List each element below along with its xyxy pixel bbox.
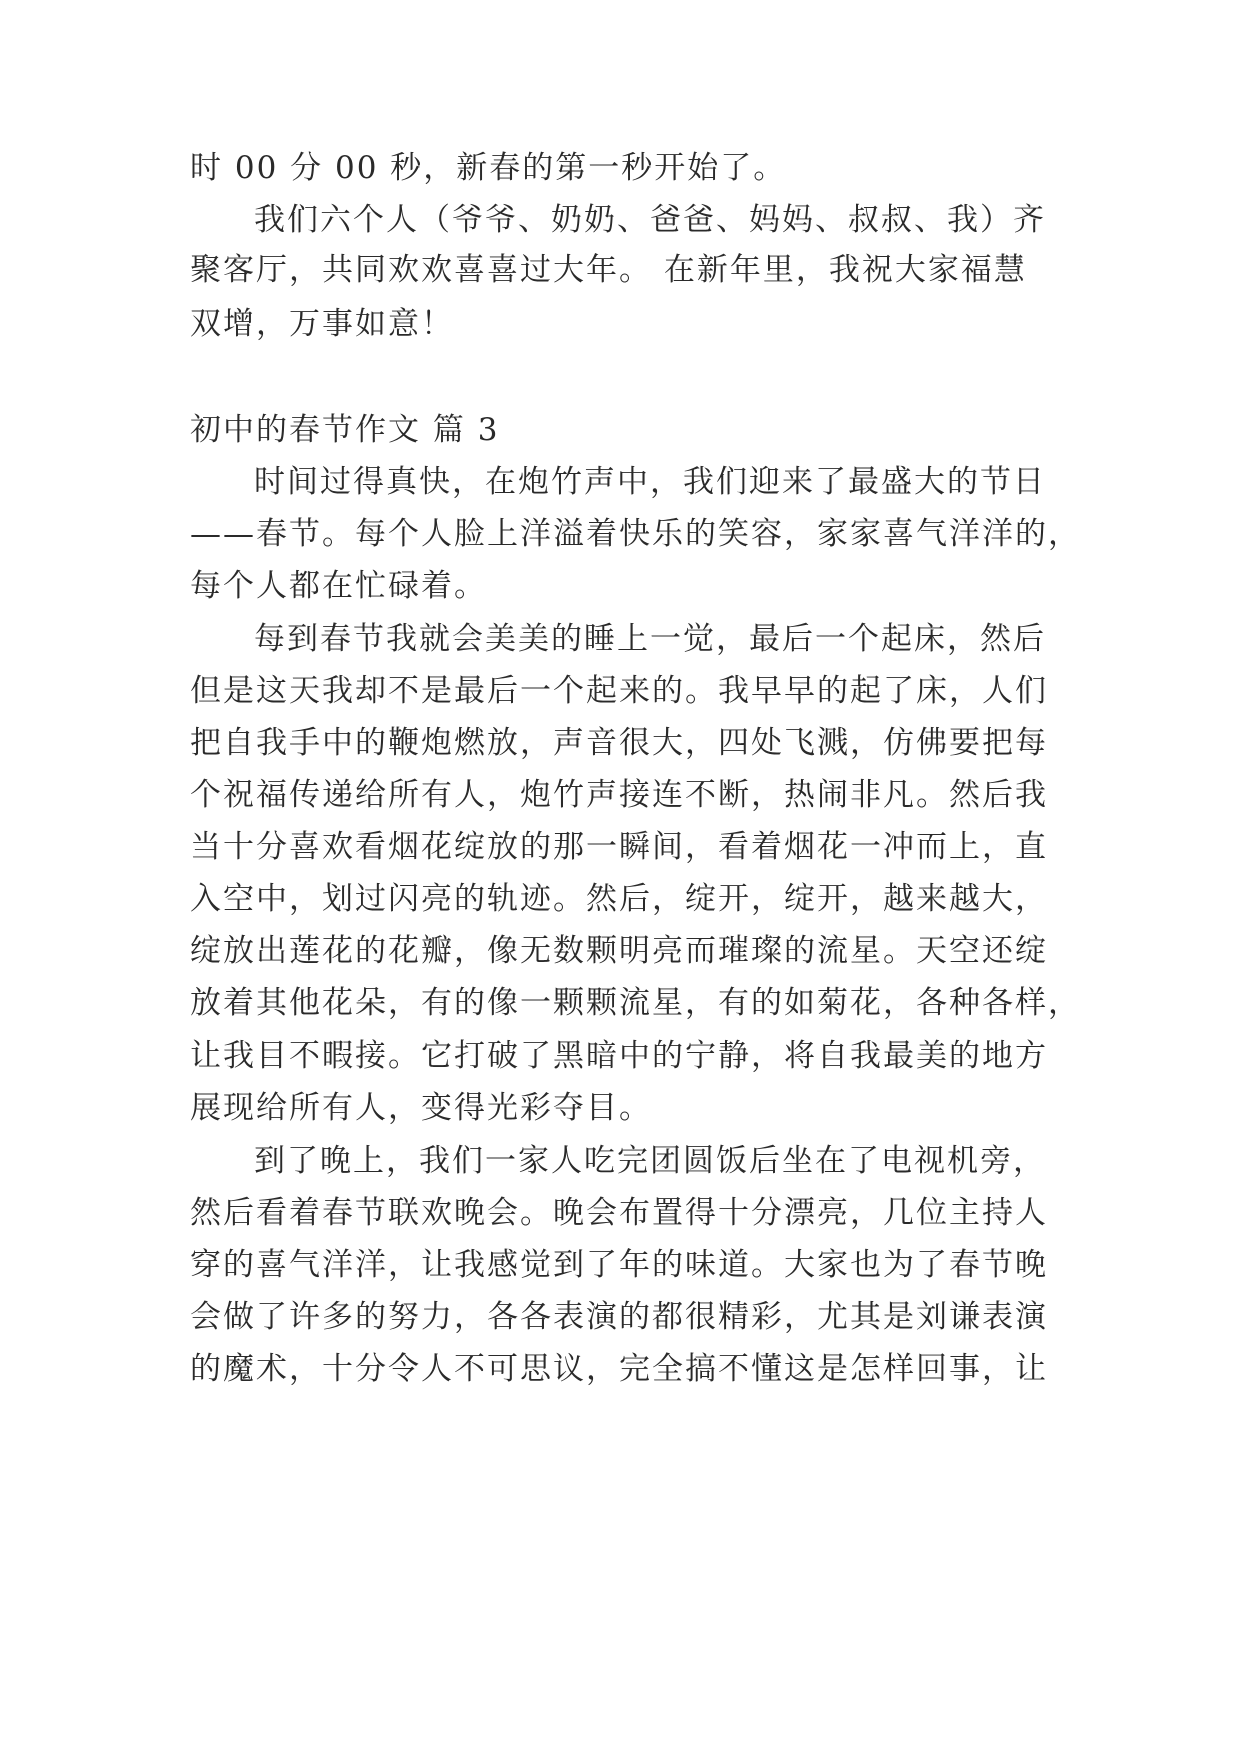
text-line: 放着其他花朵，有的像一颗颗流星，有的如菊花，各种各样，: [190, 985, 1081, 1021]
paragraph-first-line: 到了晚上，我们一家人吃完团圆饭后坐在了电视机旁，: [254, 1143, 1046, 1179]
text-line: 每个人都在忙碌着。: [190, 568, 487, 604]
text-line: 个祝福传递给所有人，炮竹声接连不断，热闹非凡。然后我: [190, 777, 1048, 813]
text-line: 让我目不暇接。它打破了黑暗中的宁静，将自我最美的地方: [190, 1038, 1048, 1074]
text-line: 会做了许多的努力，各各表演的都很精彩，尤其是刘谦表演: [190, 1299, 1048, 1335]
paragraph-first-line: 我们六个人（爷爷、奶奶、爸爸、妈妈、叔叔、我）齐: [254, 202, 1046, 238]
text-line: 时 00 分 00 秒，新春的第一秒开始了。: [190, 150, 787, 186]
text-line: 的魔术，十分令人不可思议，完全搞不懂这是怎样回事，让: [190, 1351, 1048, 1387]
text-line: 双增，万事如意！: [190, 306, 454, 342]
paragraph-first-line: 每到春节我就会美美的睡上一觉，最后一个起床，然后: [254, 621, 1046, 657]
text-line: 然后看着春节联欢晚会。晚会布置得十分漂亮，几位主持人: [190, 1195, 1048, 1231]
text-line: 穿的喜气洋洋，让我感觉到了年的味道。大家也为了春节晚: [190, 1247, 1048, 1283]
text-line: 但是这天我却不是最后一个起来的。我早早的起了床，人们: [190, 673, 1048, 709]
section-heading: 初中的春节作文 篇 3: [190, 412, 500, 448]
text-line: 入空中，划过闪亮的轨迹。然后，绽开，绽开，越来越大，: [190, 881, 1048, 917]
text-line: 当十分喜欢看烟花绽放的那一瞬间，看着烟花一冲而上，直: [190, 829, 1048, 865]
text-line: 绽放出莲花的花瓣，像无数颗明亮而璀璨的流星。天空还绽: [190, 933, 1048, 969]
text-line: ——春节。每个人脸上洋溢着快乐的笑容，家家喜气洋洋的，: [190, 516, 1081, 552]
text-line: 把自我手中的鞭炮燃放，声音很大，四处飞溅，仿佛要把每: [190, 725, 1048, 761]
text-line: 展现给所有人，变得光彩夺目。: [190, 1090, 652, 1126]
paragraph-first-line: 时间过得真快，在炮竹声中，我们迎来了最盛大的节日: [254, 464, 1046, 500]
text-line: 聚客厅，共同欢欢喜喜过大年。 在新年里，我祝大家福慧: [190, 252, 1027, 288]
